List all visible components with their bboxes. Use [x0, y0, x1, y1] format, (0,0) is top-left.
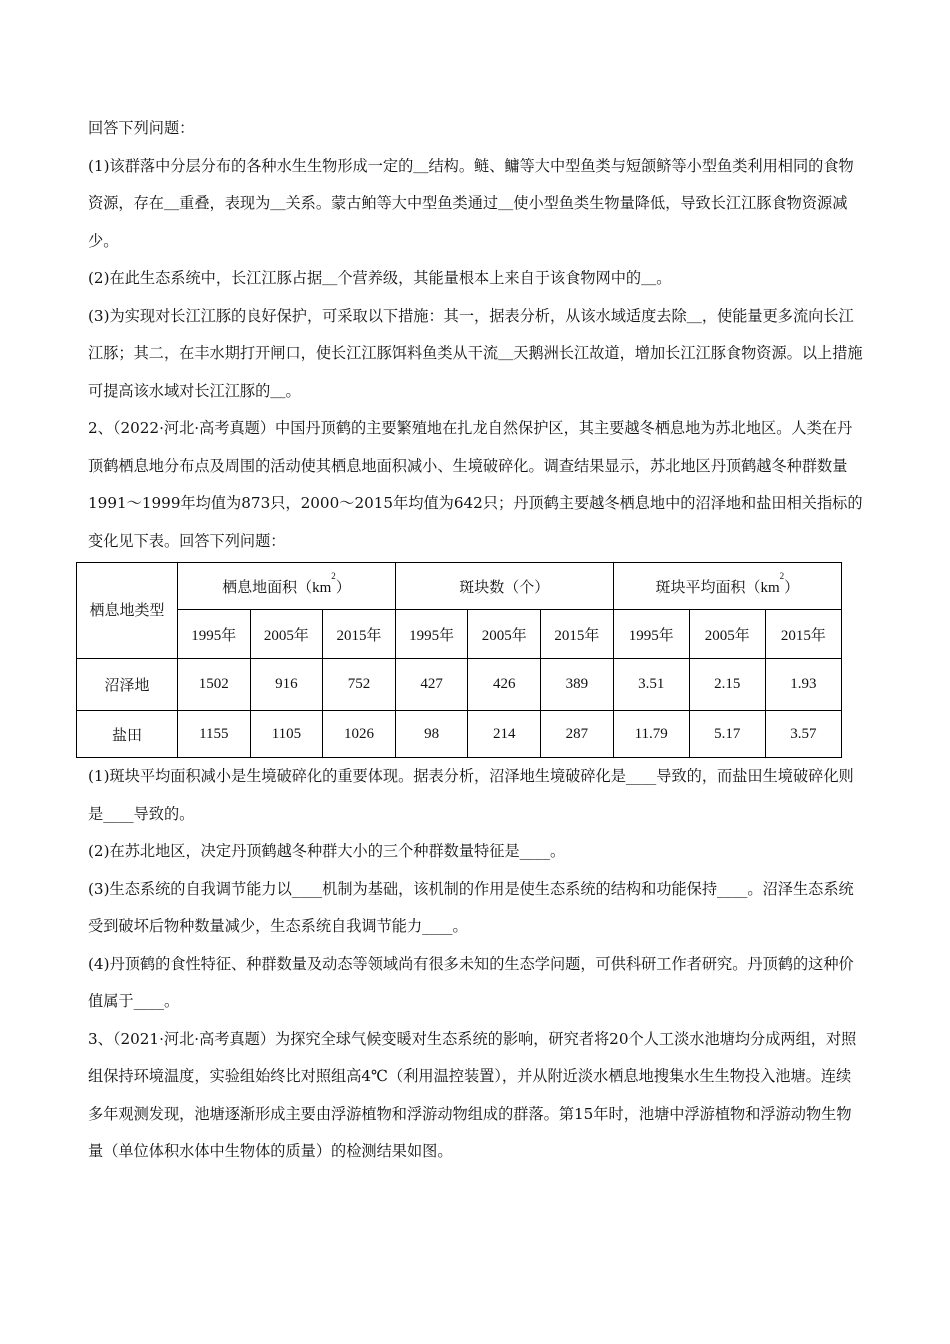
header-habitat-area: 栖息地面积$(km^2)$ — [178, 563, 396, 610]
year-cell: 1995年 — [613, 610, 689, 659]
table-cell: 2.15 — [689, 659, 765, 711]
table-row — [77, 711, 842, 758]
header-patch-count: 斑块数（个） — [395, 563, 613, 610]
q3-stem: 3、（2021·河北·高考真题）为探究全球气候变暖对生态系统的影响，研究者将20个人工淡水池塘均分成两组，对照组保持环境温度，实验组始终比对照组高4℃（利用温控装置），并从附近淡水栖息地搜集水生生物投入池塘。连续多年观测发现，池塘逐渐形成主要由浮游植物和浮游动物组成的群落。第15年时，池塘中浮游植物和浮游动物生物量（单位体积水体中生物体的质量）的检测结果如图。 — [88, 1029, 857, 1160]
table-cell: 287 — [541, 711, 614, 758]
year-cell: 2005年 — [250, 610, 323, 659]
year-cell: 2005年 — [689, 610, 765, 659]
q1-part3: (3)为实现对长江江豚的良好保护，可采取以下措施：其一，据表分析，从该水域适度去除＿，使能量更多流向长江江豚；其二，在丰水期打开闸口，使长江江豚饵料鱼类从干流＿天鹅洲长江故道，增加长江江豚食物资源。以上措施可提高该水域对长江江豚的＿。 — [88, 306, 863, 400]
table-cell: 1.93 — [765, 659, 841, 711]
q2-part4: (4)丹顶鹤的食性特征、种群数量及动态等领域尚有很多未知的生态学问题，可供科研工作者研究。丹顶鹤的这种价值属于____。 — [88, 954, 854, 1010]
habitat-table — [76, 562, 842, 758]
header-habitat-type: 栖息地类型 — [77, 563, 178, 659]
table-cell: 916 — [250, 659, 323, 711]
year-cell: 2015年 — [765, 610, 841, 659]
table-cell: 5.17 — [689, 711, 765, 758]
table-cell: 427 — [395, 659, 468, 711]
row-label: 盐田 — [77, 711, 178, 758]
table-cell: 3.57 — [765, 711, 841, 758]
table-cell: 1155 — [178, 711, 251, 758]
year-cell: 2005年 — [468, 610, 541, 659]
table-cell: 3.51 — [613, 659, 689, 711]
q2-part3: (3)生态系统的自我调节能力以____机制为基础，该机制的作用是使生态系统的结构和功能保持____。沼泽生态系统受到破坏后物种数量减少，生态系统自我调节能力____。 — [88, 879, 854, 935]
table-header-row — [77, 563, 842, 610]
q1-part2: (2)在此生态系统中，长江江豚占据＿个营养级，其能量根本上来自于该食物网中的＿。 — [88, 269, 672, 287]
document-content — [88, 110, 864, 1171]
table-row — [77, 659, 842, 711]
q2-part2: (2)在苏北地区，决定丹顶鹤越冬种群大小的三个种群数量特征是____。 — [88, 842, 566, 860]
table-cell: 1026 — [323, 711, 396, 758]
table-cell: 426 — [468, 659, 541, 711]
table-cell: 214 — [468, 711, 541, 758]
table-cell: 1502 — [178, 659, 251, 711]
q1-part1: (1)该群落中分层分布的各种水生生物形成一定的＿结构。鲢、鳙等大中型鱼类与短颌鲚等小型鱼类利用相同的食物资源，存在＿重叠，表现为＿关系。蒙古鲌等大中型鱼类通过＿使小型鱼类生物量降低，导致长江江豚食物资源减少。 — [88, 156, 854, 250]
header-patch-avg-area: 斑块平均面积$(km^2)$ — [613, 563, 841, 610]
answer-prompt: 回答下列问题： — [88, 119, 195, 137]
table-cell: 11.79 — [613, 711, 689, 758]
table-cell: 98 — [395, 711, 468, 758]
q2-part1: (1)斑块平均面积减小是生境破碎化的重要体现。据表分析，沼泽地生境破碎化是____导致的，而盐田生境破碎化则是____导致的。 — [88, 767, 854, 823]
table-year-row — [77, 610, 842, 659]
year-cell: 2015年 — [323, 610, 396, 659]
table-cell: 752 — [323, 659, 396, 711]
year-cell: 1995年 — [395, 610, 468, 659]
table-cell: 389 — [541, 659, 614, 711]
q2-stem: 2、（2022·河北·高考真题）中国丹顶鹤的主要繁殖地在扎龙自然保护区，其主要越冬栖息地为苏北地区。人类在丹顶鹤栖息地分布点及周围的活动使其栖息地面积减小、生境破碎化。调查结果显示，苏北地区丹顶鹤越冬种群数量1991～1999年均值为873只，2000～2015年均值为642只；丹顶鹤主要越冬栖息地中的沼泽地和盐田相关指标的变化见下表。回答下列问题： — [88, 419, 863, 550]
year-cell: 1995年 — [178, 610, 251, 659]
table-cell: 1105 — [250, 711, 323, 758]
row-label: 沼泽地 — [77, 659, 178, 711]
year-cell: 2015年 — [541, 610, 614, 659]
